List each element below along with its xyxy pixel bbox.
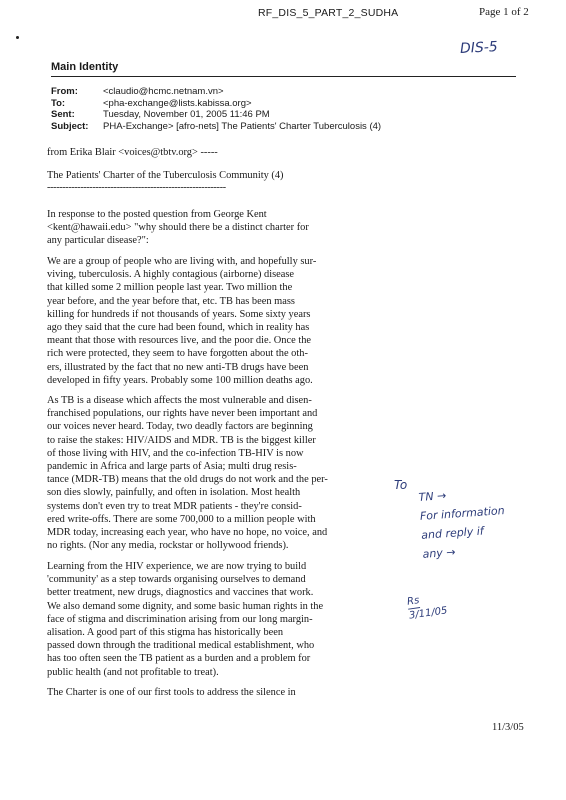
text-line: 'community' as a step towards organising ourselves to demand bbox=[47, 574, 306, 586]
to-row bbox=[51, 98, 381, 110]
separator-dashes: ----------------------------------------------------------- bbox=[47, 182, 226, 193]
text-line: rich were protected, they seem to have forgotten about the oth- bbox=[47, 348, 308, 360]
text-line: alisation. A good part of this stigma has historically been bbox=[47, 627, 284, 639]
text-line: that killed some 2 million people last year. Two million the bbox=[47, 282, 293, 294]
text-line: systems don't even try to treat MDR patients - they're consid- bbox=[47, 500, 302, 512]
text-line: ago they said that the cure had been found, which in reality has bbox=[47, 322, 310, 334]
to-label: To: bbox=[51, 97, 66, 109]
page-number: Page 1 of 2 bbox=[479, 6, 529, 18]
handwritten-dis-label: DIS-5 bbox=[459, 39, 499, 57]
text-line: As TB is a disease which affects the most vulnerable and disen- bbox=[47, 395, 312, 406]
text-line: tance (MDR-TB) means that the old drugs do not work and the per- bbox=[47, 474, 328, 486]
text-line: any particular disease?": bbox=[47, 235, 149, 247]
initials: Rs bbox=[406, 595, 421, 608]
text-line: year before, and the year before that, etc. TB has been mass bbox=[47, 295, 295, 307]
text-line: The Charter is one of our first tools to address the silence in bbox=[47, 687, 296, 698]
punch-dot bbox=[16, 36, 19, 39]
text-line: viving, tuberculosis. A highly contagious (airborne) disease bbox=[47, 269, 295, 281]
email-header bbox=[51, 86, 381, 132]
text-line: public health (and not profitable to treat). bbox=[47, 666, 219, 678]
text-line: ers, illustrated by the fact that no new anti-TB drugs have been bbox=[47, 361, 309, 373]
handwritten-initials bbox=[406, 590, 448, 622]
note-line: and reply if bbox=[420, 524, 485, 542]
from-label: From: bbox=[51, 86, 78, 97]
forward-line: from Erika Blair <voices@tbtv.org> ----- bbox=[47, 147, 218, 158]
from-row bbox=[51, 86, 381, 98]
text-line: killing for hundreds if not thousands of years. Some sixty years bbox=[47, 308, 311, 320]
text-line: We also demand some dignity, and some basic human rights in the bbox=[47, 600, 324, 612]
sent-value: Tuesday, November 01, 2005 11:46 PM bbox=[103, 109, 270, 120]
to-value: <pha-exchange@lists.kabissa.org> bbox=[103, 97, 252, 109]
from-value: <claudio@hcmc.netnam.vn> bbox=[103, 86, 224, 97]
paragraph-2 bbox=[47, 255, 387, 387]
paragraph-5 bbox=[47, 686, 387, 699]
sent-row bbox=[51, 109, 381, 121]
document-code: RF_DIS_5_PART_2_SUDHA bbox=[258, 7, 399, 19]
text-line: our voices never heard. Today, two deadly factors are beginning bbox=[47, 421, 313, 433]
sent-label: Sent: bbox=[51, 109, 75, 120]
text-line: has too often seen the TB patient as a burden and a problem for bbox=[47, 653, 311, 665]
note-line: For information bbox=[419, 504, 506, 523]
text-line: face of stigma and discrimination arising from our long margin- bbox=[47, 613, 313, 625]
text-line: better treatment, new drugs, diagnostics and vaccines that work. bbox=[47, 587, 314, 599]
text-line: of those living with HIV, and the co-infection TB-HIV is now bbox=[47, 447, 304, 459]
text-line: <kent@hawaii.edu> "why should there be a distinct charter for bbox=[47, 222, 309, 234]
text-line: no rights. (Nor any media, rockstar or hollywood friends). bbox=[47, 540, 289, 552]
text-line: developed in fifty years. Probably some 100 million deaths ago. bbox=[47, 374, 313, 386]
text-line: We are a group of people who are living with, and hopefully sur- bbox=[47, 256, 317, 267]
charter-title: The Patients' Charter of the Tuberculosis Community (4) bbox=[47, 170, 284, 181]
text-line: Learning from the HIV experience, we are now trying to build bbox=[47, 561, 307, 572]
handwritten-to: To bbox=[394, 478, 408, 492]
footer-date: 11/3/05 bbox=[492, 722, 524, 733]
subject-value: PHA-Exchange> [afro-nets] The Patients' Charter Tuberculosis (4) bbox=[103, 120, 382, 132]
text-line: franchised populations, our rights have never been important and bbox=[47, 408, 318, 420]
text-line: ered write-offs. There are some 700,000 to a million people with bbox=[47, 513, 316, 525]
paragraph-1 bbox=[47, 208, 387, 248]
text-line: In response to the posted question from George Kent bbox=[47, 209, 267, 220]
paragraph-4 bbox=[47, 560, 387, 679]
text-line: passed down through the traditional medical establishment, who bbox=[47, 640, 315, 652]
text-line: MDR today, increasing each year, who have no hope, no voice, and bbox=[47, 527, 328, 539]
text-line: to raise the stakes: HIV/AIDS and MDR. TB is the biggest killer bbox=[47, 434, 316, 446]
title-rule bbox=[51, 76, 516, 77]
text-line: pandemic in Africa and large parts of Asia; multi drug resis- bbox=[47, 461, 297, 473]
text-line: meant that those with resources live, and the poor die. Once the bbox=[47, 335, 312, 347]
subject-row bbox=[51, 121, 381, 133]
initials-date: 3/11/05 bbox=[408, 605, 449, 622]
handwritten-note bbox=[418, 480, 543, 564]
note-line: any → bbox=[422, 545, 456, 561]
section-title: Main Identity bbox=[51, 61, 119, 73]
paragraph-3 bbox=[47, 394, 387, 552]
subject-label: Subject: bbox=[51, 120, 89, 132]
text-line: son dies slowly, painfully, and often in isolation. Most health bbox=[47, 487, 301, 499]
note-line: TN → bbox=[418, 489, 447, 504]
